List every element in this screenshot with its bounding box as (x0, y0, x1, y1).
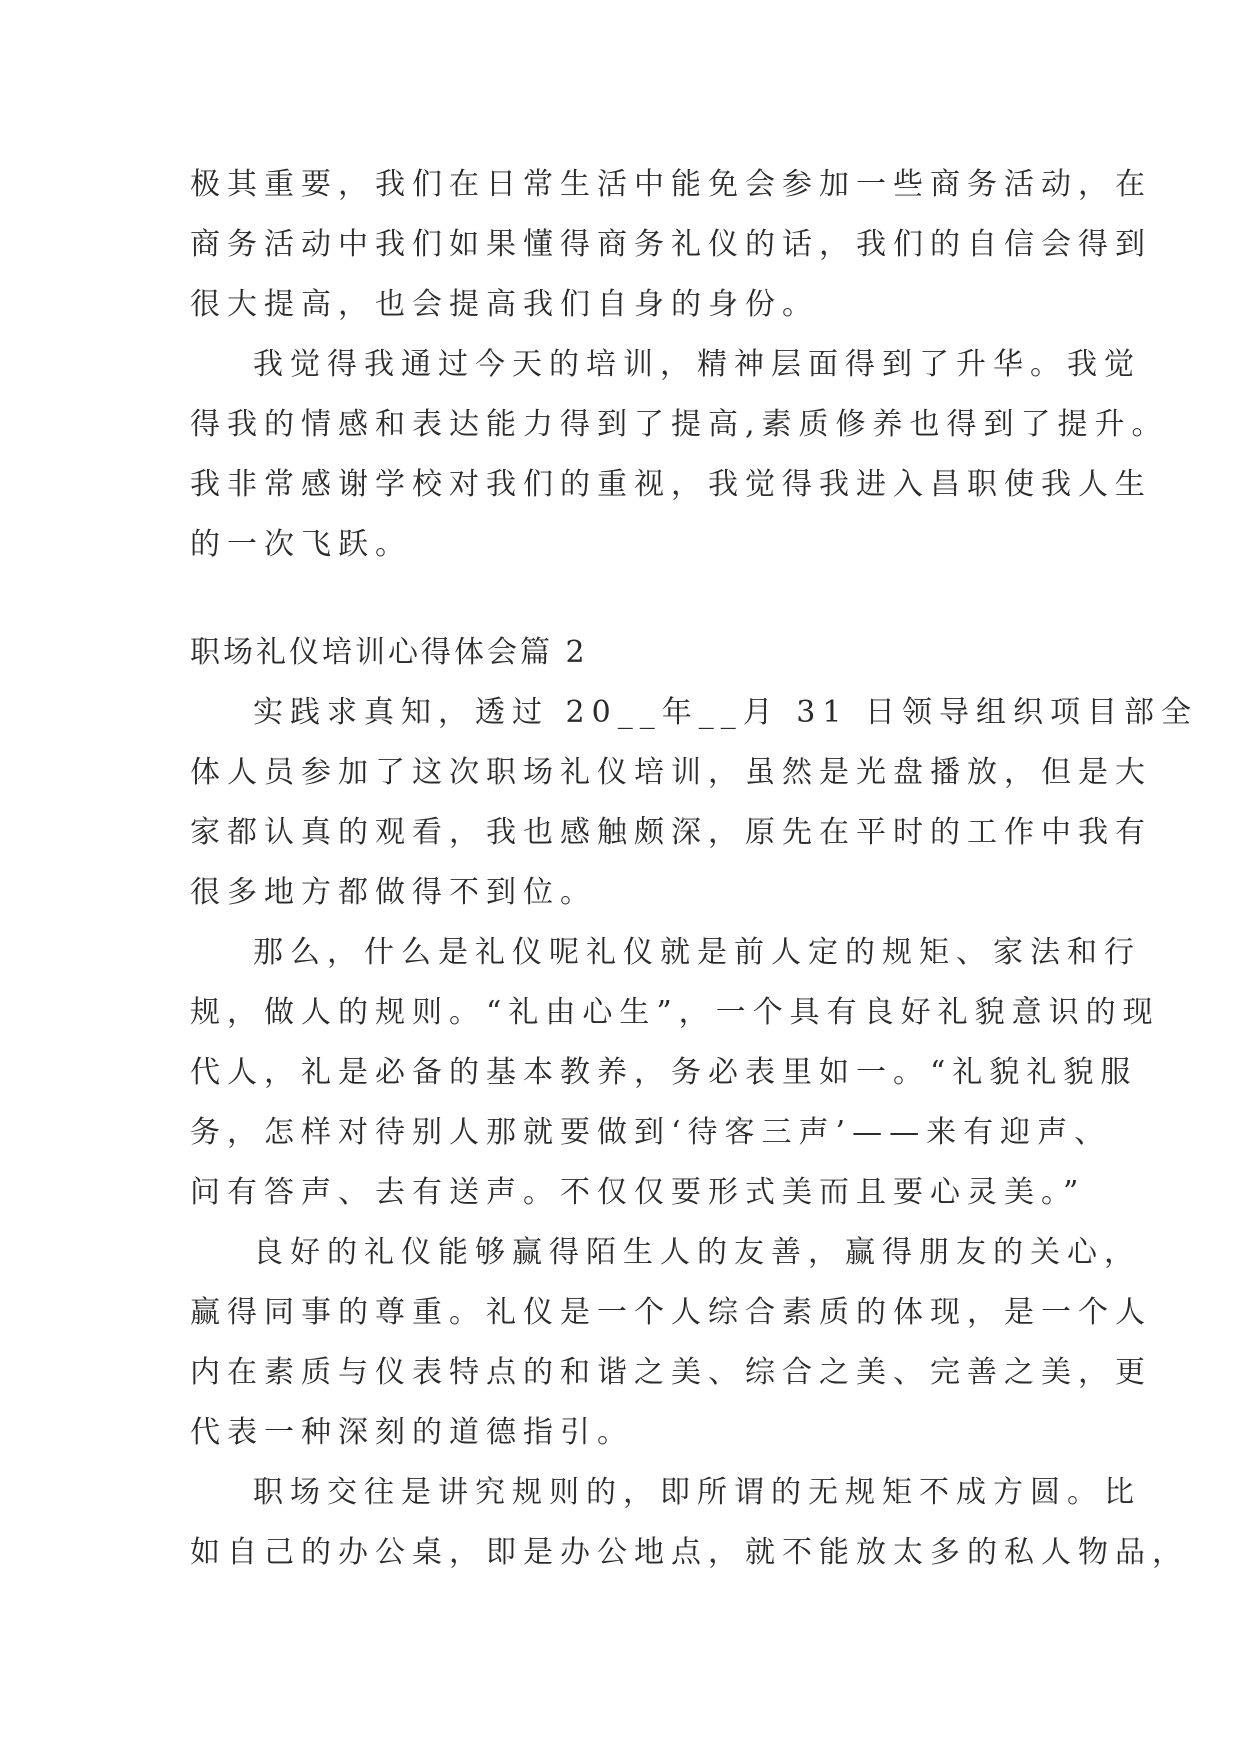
paragraph-line: 那么，什么是礼仪呢礼仪就是前人定的规矩、家法和行 (253, 935, 1141, 970)
paragraph-line: 规，做人的规则。“礼由心生”，一个具有良好礼貌意识的现 (190, 995, 1160, 1030)
paragraph-line: 很大提高，也会提高我们自身的身份。 (190, 287, 819, 322)
paragraph-line: 内在素质与仪表特点的和谐之美、综合之美、完善之美，更 (190, 1355, 1152, 1390)
paragraph-line: 务，怎样对待别人那就要做到‘待客三声’——来有迎声、 (190, 1115, 1112, 1150)
paragraph-line: 很多地方都做得不到位。 (190, 875, 597, 910)
paragraph-line: 如自己的办公桌，即是办公地点，就不能放太多的私人物品， (190, 1535, 1189, 1570)
paragraph-line: 得我的情感和表达能力得到了提高,素质修养也得到了提升。 (190, 407, 1169, 442)
paragraph-line: 商务活动中我们如果懂得商务礼仪的话，我们的自信会得到 (190, 227, 1152, 262)
paragraph-line: 我觉得我通过今天的培训，精神层面得到了升华。我觉 (253, 347, 1141, 382)
section-heading: 职场礼仪培训心得体会篇 2 (190, 635, 588, 670)
paragraph-line: 赢得同事的尊重。礼仪是一个人综合素质的体现，是一个人 (190, 1295, 1152, 1330)
paragraph-line: 家都认真的观看，我也感触颇深，原先在平时的工作中我有 (190, 815, 1152, 850)
paragraph-line: 实践求真知，透过 20__年__月 31 日领导组织项目部全 (253, 695, 1198, 730)
paragraph-line: 良好的礼仪能够赢得陌生人的友善，赢得朋友的关心， (253, 1235, 1141, 1270)
paragraph-line: 极其重要，我们在日常生活中能免会参加一些商务活动，在 (190, 167, 1152, 202)
paragraph-line: 体人员参加了这次职场礼仪培训，虽然是光盘播放，但是大 (190, 755, 1152, 790)
paragraph-line: 我非常感谢学校对我们的重视，我觉得我进入昌职使我人生 (190, 467, 1152, 502)
paragraph-line: 代表一种深刻的道德指引。 (190, 1415, 634, 1450)
paragraph-line: 的一次飞跃。 (190, 527, 412, 562)
paragraph-line: 职场交往是讲究规则的，即所谓的无规矩不成方圆。比 (253, 1475, 1141, 1510)
paragraph-line: 代人，礼是必备的基本教养，务必表里如一。“礼貌礼貌服 (190, 1055, 1138, 1090)
paragraph-line: 问有答声、去有送声。不仅仅要形式美而且要心灵美。” (190, 1175, 1086, 1210)
